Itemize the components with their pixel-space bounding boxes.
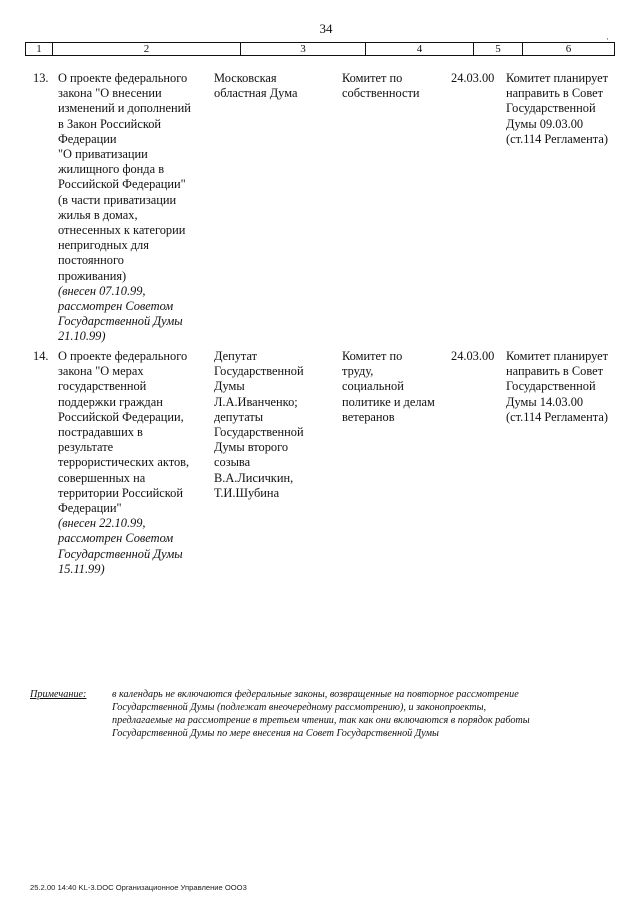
decision-line: направить в Совет: [506, 86, 604, 101]
committee-decision: [506, 349, 632, 425]
bill-title-line: постоянного: [58, 253, 124, 268]
row-number: 14.: [33, 349, 49, 363]
footnote-line: в календарь не включаются федеральные законы, возвращенные на повторное рассмотрение: [112, 689, 519, 700]
bill-title-line: отнесенных к категории: [58, 223, 186, 238]
author-line: Государственной: [214, 364, 304, 379]
bill-status-line: (внесен 07.10.99,: [58, 283, 146, 298]
committee-line: Комитет по: [342, 71, 403, 85]
bill-title-line: в Закон Российской: [58, 116, 162, 131]
bill-status-line: рассмотрен Советом: [58, 531, 174, 546]
bill-title-line: (в части приватизации: [58, 192, 177, 207]
author-line: Думы: [214, 379, 245, 394]
bill-title: [58, 349, 208, 577]
author-line: Депутат: [214, 349, 258, 363]
bill-title: [58, 71, 208, 345]
bill-author: [214, 349, 338, 501]
committee-line: политике и делам: [342, 394, 435, 409]
committee-line: социальной: [342, 379, 404, 394]
responsible-committee: [342, 349, 450, 425]
author-line: областная Дума: [214, 86, 298, 101]
author-line: Л.А.Иванченко;: [214, 394, 298, 409]
column-number-header: [25, 42, 615, 56]
bill-title-line: территории Российской: [58, 485, 184, 500]
bill-title-line: Российской Федерации": [58, 177, 186, 192]
bill-status-line: 21.10.99): [58, 329, 106, 344]
footnote-label: Примечание:: [30, 689, 87, 700]
page-number: 34: [319, 21, 333, 36]
bill-title-line: государственной: [58, 379, 147, 394]
author-line: депутаты: [214, 409, 264, 424]
decision-line: Думы 09.03.00: [506, 116, 584, 131]
decision-line: Думы 14.03.00: [506, 394, 584, 409]
responsible-committee: [342, 71, 450, 101]
bill-title-line: совершенных на: [58, 470, 146, 485]
author-line: В.А.Лисичкин,: [214, 470, 294, 485]
decision-line: (ст.114 Регламента): [506, 409, 608, 424]
committee-line: собственности: [342, 86, 420, 101]
author-line: Государственной: [214, 425, 304, 440]
author-line: Думы второго: [214, 440, 289, 455]
column-number-4: 4: [366, 43, 474, 55]
column-number-5: 5: [474, 43, 523, 55]
decision-line: (ст.114 Регламента): [506, 131, 608, 146]
bill-title-line: жилищного фонда в: [58, 162, 165, 177]
decision-line: Комитет планирует: [506, 71, 609, 85]
bill-title-line: проживания): [58, 268, 127, 283]
bill-title-line: "О приватизации: [58, 147, 148, 162]
bill-status-line: (внесен 22.10.99,: [58, 516, 146, 531]
bill-title-line: пострадавших в: [58, 425, 143, 440]
bill-status-line: Государственной Думы: [58, 546, 183, 561]
bill-title-line: поддержки граждан: [58, 394, 163, 409]
bill-title-line: Федерации: [58, 131, 117, 146]
scheduled-date: 24.03.00: [451, 71, 495, 85]
bill-status-line: 15.11.99): [58, 561, 105, 576]
bill-title-line: закона "О мерах: [58, 364, 144, 379]
bill-title-line: террористических актов,: [58, 455, 190, 470]
footnote-line: Государственной Думы (подлежат внеочередному рассмотрению), и законопроекты,: [112, 702, 487, 713]
corner-mark: ·: [606, 34, 609, 44]
footnote-text: [112, 688, 622, 740]
decision-line: направить в Совет: [506, 364, 604, 379]
bill-status-line: рассмотрен Советом: [58, 299, 174, 314]
document-footer: 25.2.00 14:40 KL-3.DOC Организационное Управление ООО3: [30, 883, 247, 892]
bill-title-line: Российской Федерации,: [58, 409, 184, 424]
bill-author: [214, 71, 338, 101]
author-line: созыва: [214, 455, 251, 470]
committee-line: труду,: [342, 364, 374, 379]
scheduled-date: 24.03.00: [451, 349, 495, 363]
committee-line: Комитет по: [342, 349, 403, 363]
bill-title-line: О проекте федерального: [58, 71, 188, 85]
bill-title-line: жилья в домах,: [58, 207, 138, 222]
column-number-3: 3: [241, 43, 366, 55]
bill-title-line: закона "О внесении: [58, 86, 162, 101]
row-number: 13.: [33, 71, 49, 85]
decision-line: Комитет планирует: [506, 349, 609, 363]
bill-status-line: Государственной Думы: [58, 314, 183, 329]
author-line: Московская: [214, 71, 277, 85]
decision-line: Государственной: [506, 379, 596, 394]
footnote-line: Государственной Думы по мере внесения на Совет Государственной Думы: [112, 728, 439, 739]
column-number-6: 6: [565, 43, 572, 55]
bill-title-line: результате: [58, 440, 114, 455]
bill-title-line: изменений и дополнений: [58, 101, 191, 116]
bill-title-line: Федерации": [58, 501, 122, 516]
committee-line: ветеранов: [342, 409, 395, 424]
bill-title-line: непригодных для: [58, 238, 149, 253]
column-number-1: 1: [26, 43, 53, 55]
committee-decision: [506, 71, 632, 147]
decision-line: Государственной: [506, 101, 596, 116]
author-line: Т.И.Шубина: [214, 485, 280, 500]
column-number-2: 2: [53, 43, 241, 55]
footnote-line: предлагаемые на рассмотрение в третьем чтении, так как они включаются в порядок работы: [112, 715, 530, 726]
bill-title-line: О проекте федерального: [58, 349, 188, 363]
